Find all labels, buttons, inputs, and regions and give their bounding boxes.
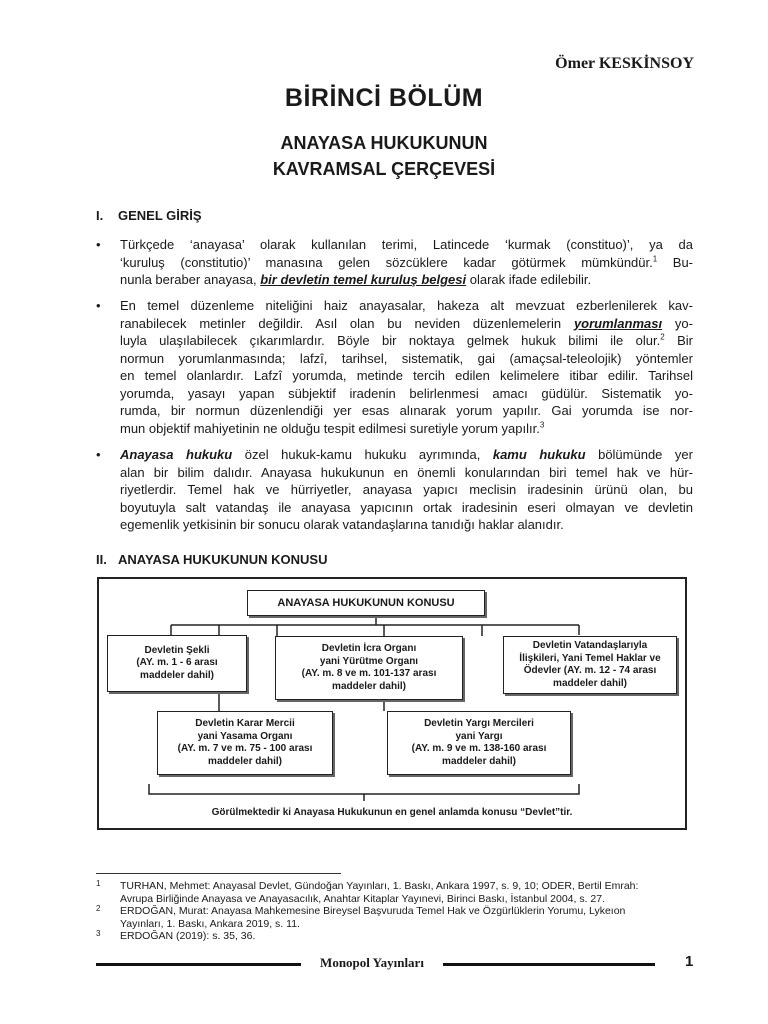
text-line: Türkçede ‘anayasa’ olarak kullanılan terimi, Latincede ‘kurmak (constituo)’, ya da — [120, 237, 693, 252]
section-heading-general-intro — [96, 208, 202, 223]
section-heading-text: GENEL GİRİŞ — [118, 208, 202, 223]
bullet-dot: • — [96, 298, 101, 313]
text-line: normun yorumlanmasında; lafzî, tarihsel, sistematik, gai (amaçsal-teleolojik) yöntemler — [120, 350, 693, 366]
footnote-text: Yayınları, 1. Baskı, Ankara 2019, s. 11. — [120, 917, 300, 930]
chapter-subtitle-line1: ANAYASA HUKUKUNUN — [280, 133, 488, 153]
footnote-text: ERDOĞAN, Murat: Anayasa Mahkemesine Bireysel Başvuruda Temel Hak ve Özgürlüklerin Yorumu, Lykeıon — [120, 905, 626, 917]
publisher-name: Monopol Yayınları — [320, 955, 424, 970]
diagram-box-executive: Devletin İcra Organı yani Yürütme Organı (AY. m. 8 ve m. 101-137 arası maddeler dahil) — [275, 636, 463, 700]
footnote-text: ERDOĞAN (2019): s. 35, 36. — [120, 930, 256, 942]
text-line: ranabilecek metinler değildir. Asıl olan bu neviden düzenlemelerin yorumlanması yo- — [120, 315, 693, 331]
section-number: II. — [96, 552, 107, 567]
chapter-title: BİRİNCİ BÖLÜM — [284, 84, 484, 112]
emphasis-text: bir devletin temel kuruluş belgesi — [260, 272, 467, 287]
bullet-dot: • — [96, 237, 101, 252]
footnote-text: TURHAN, Mehmet: Anayasal Devlet, Gündoğan Yayınları, 1. Baskı, Ankara 1997, s. 9, 10; ODER, Bertil Emrah: — [120, 880, 639, 892]
text-line: En temel düzenleme niteliğini haiz anayasalar, hakeza alt mevzuat ezberlenilerek kav- — [120, 298, 693, 313]
text-line: riyetlerdir. Temel hak ve hürriyetler, anayasa yapıcı meclisin iradesinin ürünü olan, bu — [120, 482, 693, 497]
text-line: Anayasa hukuku özel hukuk-kamu hukuku ayrımında, kamu hukuku bölümünde yer — [120, 447, 693, 462]
footnote-separator — [96, 873, 341, 874]
text-line: egemenlik yetkisinin bir sonucu olarak vatandaşlarına tanıdığı haklar alanıdır. — [120, 517, 564, 532]
text-line: mun objektif mahiyetinin ne olduğu tespit edilmesi suretiyle yorum yapılır.$^3$ — [120, 420, 545, 436]
footnote-text: Avrupa Birliğinde Anayasa ve Anayasacılık, Anahtar Kitaplar Yayınevi, Birinci Baskı, İstanbul 2004, s. 27. — [120, 892, 606, 905]
diagram-box-legislative: Devletin Karar Mercii yani Yasama Organı (AY. m. 7 ve m. 75 - 100 arası maddeler dahil) — [157, 711, 333, 775]
text-line: luyla ulaşılabilecek çıkarımlardır. Böyle bir noktaya gelmek hukuk bilimi ile olur.$^2$ Bir — [120, 332, 693, 348]
emphasis-text: kamu hukuku — [492, 447, 586, 462]
author-name: Ömer KESKİNSOY — [555, 55, 694, 72]
text-line: boyutuyla salt vatandaş ile anayasa yapıcının ortak iradesinin eseri olmayan ve devletin — [120, 499, 693, 515]
subject-diagram — [97, 577, 687, 830]
emphasis-text: yorumlanması — [573, 315, 663, 331]
footnote-number: 2 — [96, 904, 101, 913]
page-number: 1 — [685, 953, 694, 970]
footnote-ref[interactable]: 1 — [652, 254, 658, 264]
text-line: en temel olanlardır. Lafzî yorumda, metinde tercih edilen kelimelere itibar edilir. Tarihsel — [120, 368, 693, 383]
bullet-dot: • — [96, 447, 101, 462]
text-line: nunla beraber anayasa, bir devletin temel kuruluş belgesi olarak ifade edilebilir. — [120, 272, 592, 287]
diagram-box-fundamental-rights: Devletin Vatandaşlarıyla İlişkileri, Yani Temel Haklar ve Ödevler (AY. m. 12 - 74 arası maddeler dahil) — [503, 636, 677, 694]
emphasis-text: Anayasa hukuku — [120, 447, 233, 462]
footer-rule-left — [96, 963, 301, 966]
section-heading-text: ANAYASA HUKUKUNUN KONUSU — [118, 552, 328, 567]
text-line: yorumda, yasayı yapan sübjektif iradenin belirlenmesi amacı güdülür. Sistematik yo- — [120, 385, 693, 401]
text-line: ‘kuruluş (constitutio)’ manasına gelen sözcüklere kadar götürmek mümkündür.$^1$ Bu- — [120, 254, 693, 270]
diagram-box-judiciary: Devletin Yargı Mercileri yani Yargı (AY. m. 9 ve m. 138-160 arası maddeler dahil) — [387, 711, 571, 775]
section-heading-subject — [96, 552, 327, 567]
footnote-ref[interactable]: 2 — [660, 332, 665, 342]
footnote-number: 1 — [96, 879, 101, 888]
footnote-number: 3 — [96, 929, 101, 938]
text-line: rumda, bir normun düzenlendiği yer esas alınarak yorum yapılır. Gai yorumda ise nor- — [120, 403, 693, 418]
diagram-connectors — [99, 579, 685, 828]
diagram-root-box: ANAYASA HUKUKUNUN KONUSU — [247, 590, 485, 616]
section-number: I. — [96, 208, 104, 223]
diagram-box-state-form: Devletin Şekli (AY. m. 1 - 6 arası maddeler dahil) — [107, 635, 247, 692]
footer-rule-right — [443, 963, 655, 966]
chapter-subtitle-line2: KAVRAMSAL ÇERÇEVESİ — [272, 159, 496, 179]
diagram-conclusion: Görülmektedir ki Anayasa Hukukunun en genel anlamda konusu “Devlet”tir. — [211, 807, 573, 818]
text-line: alan bir bilim dalıdır. Anayasa hukukunun en önemli konularından biri temel hak ve hür- — [120, 464, 693, 480]
footnote-ref[interactable]: 3 — [539, 420, 545, 430]
